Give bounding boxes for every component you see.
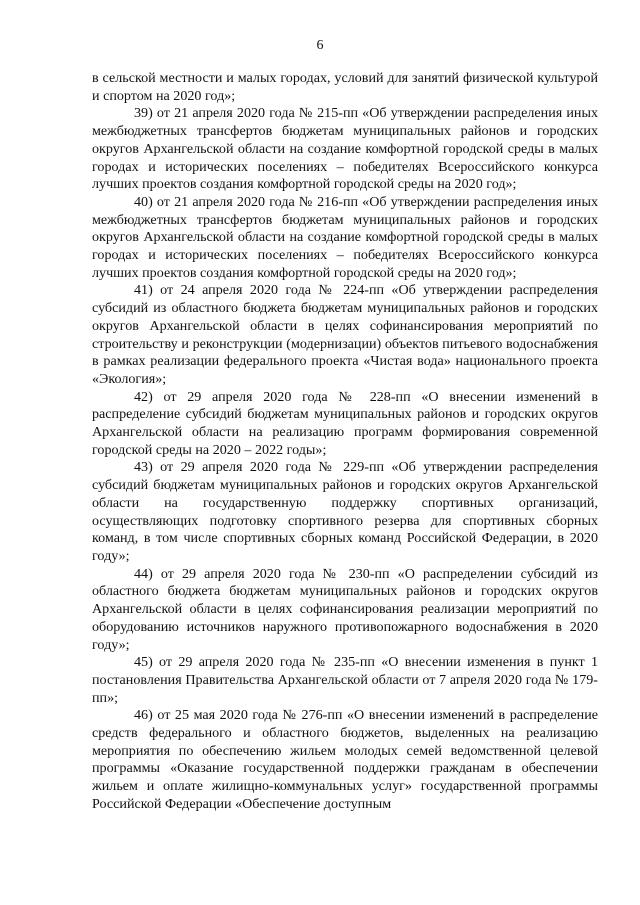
document-body <box>92 70 598 814</box>
list-item-41: 41) от 24 апреля 2020 года № 224-пп «Об утверждении распределения субсидий из областного бюджета бюджетам муниципальных районов и городских округов Архангельской области в целях софинансирования мероприятий по строительству и реконструкции (модернизации) объектов питьевого водоснабжения в рамках реализации федерального проекта «Чистая вода» национального проекта «Экология»; <box>92 282 598 387</box>
list-item-40: 40) от 21 апреля 2020 года № 216-пп «Об утверждении распределения иных межбюджетных трансфертов бюджетам муниципальных районов и городских округов Архангельской области на создание комфортной городской среды в малых городах и исторических поселениях – победителях Всероссийского конкурса лучших проектов создания комфортной городской среды на 2020 год»; <box>92 193 598 281</box>
list-item-42: 42) от 29 апреля 2020 года № 228-пп «О внесении изменений в распределение субсидий бюджетам муниципальных районов и городских округов Архангельской области на реализацию программ формирования современной городской среды на 2020 – 2022 годы»; <box>92 388 598 458</box>
list-item-44: 44) от 29 апреля 2020 года № 230-пп «О распределении субсидий из областного бюджета бюджетам муниципальных районов и городских округов Архангельской области в целях софинансирования реализации мероприятий по оборудованию источников наружного противопожарного водоснабжения в 2020 году»; <box>92 565 598 653</box>
list-item-43: 43) от 29 апреля 2020 года № 229-пп «Об утверждении распределения субсидий бюджетам муниципальных районов и городских округов Архангельской области на государственную поддержку спортивных организаций, осуществляющих подготовку спортивного резерва для спортивных сборных команд, в том числе спортивных сборных команд Российской Федерации, в 2020 году»; <box>92 459 598 564</box>
list-item-46: 46) от 25 мая 2020 года № 276-пп «О внесении изменений в распределение средств федерального и областного бюджетов, выделенных на реализацию мероприятия по обеспечению жильем молодых семей ведомственной целевой программы «Оказание государственной поддержки гражданам в обеспечении жильем и оплате жилищно-коммунальных услуг» государственной программы Российской Федерации «Обеспечение доступным <box>92 707 598 812</box>
paragraph-continuation: в сельской местности и малых городах, условий для занятий физической культурой и спортом на 2020 год»; <box>92 70 598 104</box>
page-number: 6 <box>316 38 324 53</box>
list-item-39: 39) от 21 апреля 2020 года № 215-пп «Об утверждении распределения иных межбюджетных трансфертов бюджетам муниципальных районов и городских округов Архангельской области на создание комфортной городской среды в малых городах и исторических поселениях – победителях Всероссийского конкурса лучших проектов создания комфортной городской среды на 2020 год»; <box>92 105 598 193</box>
list-item-45: 45) от 29 апреля 2020 года № 235-пп «О внесении изменения в пункт 1 постановления Правительства Архангельской области от 7 апреля 2020 года № 179-пп»; <box>92 654 598 706</box>
